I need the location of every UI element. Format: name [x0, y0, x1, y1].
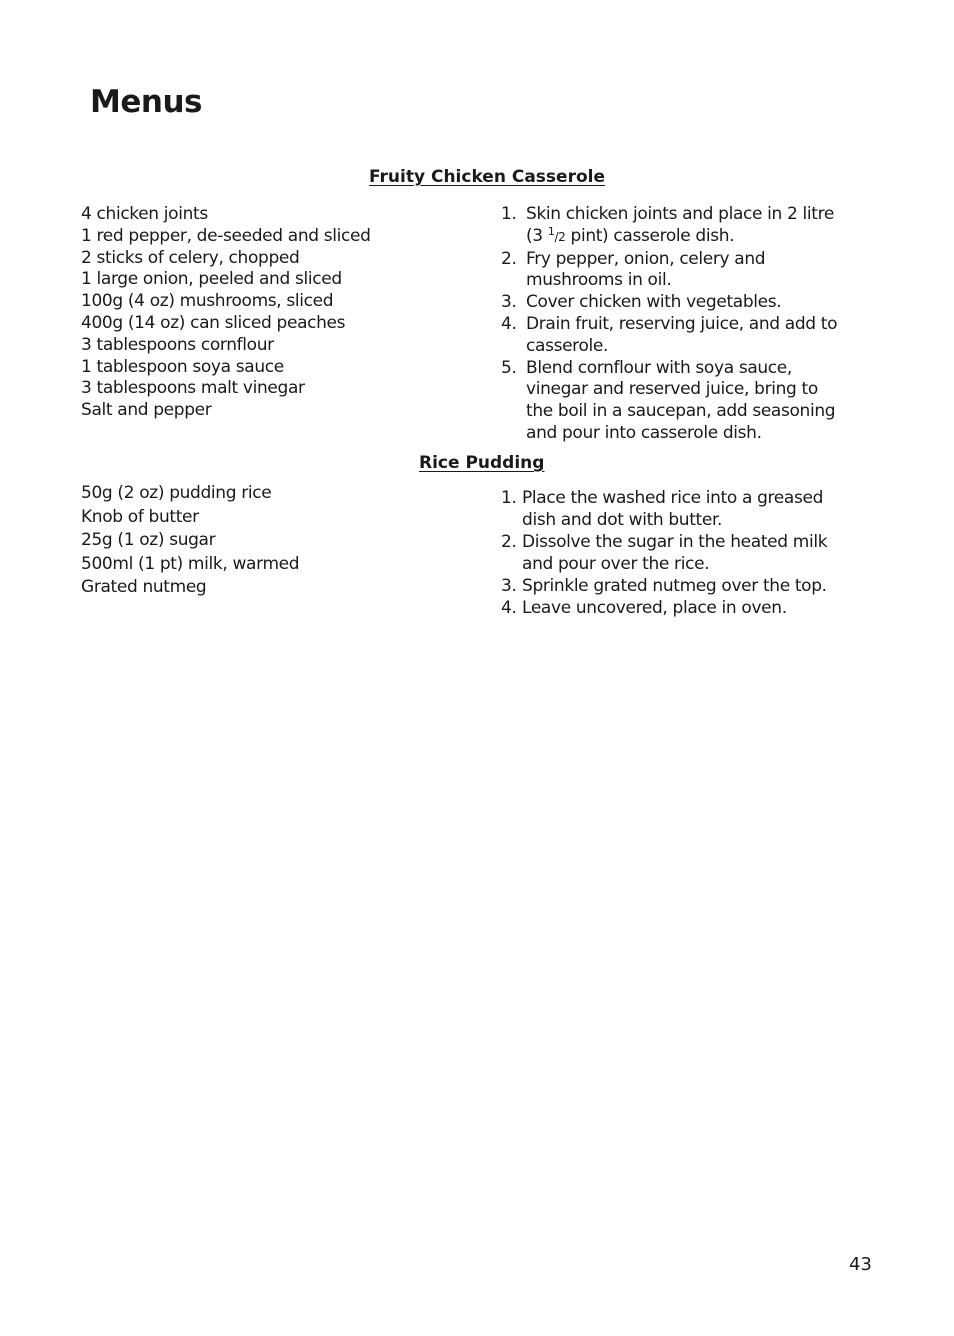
- fraction-denominator: /2: [554, 229, 566, 244]
- step-text: Sprinkle grated nutmeg over the top.: [522, 576, 827, 596]
- step-text: Leave uncovered, place in oven.: [522, 598, 787, 618]
- method-step: [501, 487, 846, 531]
- ingredient-item: 500ml (1 pt) milk, warmed: [81, 553, 300, 574]
- step-text: Blend cornflour with soya sauce, vinegar and reserved juice, bring to the boil in a saucepan, add seasoning and pour into casserole dish.: [526, 357, 836, 443]
- method-step: [501, 531, 846, 575]
- step-text: Skin chicken joints and place in 2 litre (3 $^1$/2 pint) casserole dish.: [526, 204, 834, 246]
- step-text: Dissolve the sugar in the heated milk and pour over the rice.: [522, 532, 828, 574]
- ingredient-item: Grated nutmeg: [81, 577, 207, 597]
- ingredient-item: 4 chicken joints: [81, 204, 208, 224]
- ingredient-item: 3 tablespoons cornflour: [81, 334, 274, 355]
- ingredients-list: [81, 482, 299, 600]
- recipe-title-rice-pudding: Rice Pudding: [419, 453, 545, 473]
- ingredient-item: 1 tablespoon soya sauce: [81, 356, 284, 377]
- method-steps: [501, 487, 846, 619]
- step-text: Cover chicken with vegetables.: [526, 292, 782, 313]
- method-step: [501, 314, 846, 358]
- ingredient-item: 100g (4 oz) mushrooms, sliced: [81, 291, 334, 312]
- ingredient-item: 25g (1 oz) sugar: [81, 530, 216, 550]
- page-number: 43: [849, 1254, 872, 1275]
- ingredient-item: 1 red pepper, de-seeded and sliced: [81, 225, 371, 246]
- step-number: 2.: [501, 532, 517, 552]
- step-number: 5.: [501, 357, 517, 378]
- recipe-title-fruity-chicken-casserole: Fruity Chicken Casserole: [369, 167, 605, 187]
- page-title: Menus: [90, 84, 202, 120]
- method-step: [501, 358, 846, 445]
- ingredient-item: 400g (14 oz) can sliced peaches: [81, 312, 346, 333]
- step-number: 3.: [501, 576, 517, 596]
- method-step: [501, 249, 846, 293]
- method-step: [501, 575, 846, 597]
- ingredient-item: 3 tablespoons malt vinegar: [81, 378, 305, 399]
- ingredient-item: 50g (2 oz) pudding rice: [81, 483, 272, 503]
- ingredients-list: [81, 204, 371, 422]
- ingredient-item: Knob of butter: [81, 506, 199, 527]
- step-text: Fry pepper, onion, celery and mushrooms in oil.: [526, 248, 766, 291]
- step-number: 4.: [501, 313, 517, 334]
- step-text: Drain fruit, reserving juice, and add to casserole.: [526, 313, 838, 356]
- step-text: Place the washed rice into a greased dish and dot with butter.: [522, 488, 824, 530]
- step-number: 2.: [501, 248, 517, 269]
- method-step: [501, 204, 846, 249]
- method-step: [501, 597, 846, 619]
- method-step: [501, 292, 846, 314]
- ingredient-item: 1 large onion, peeled and sliced: [81, 269, 342, 290]
- step-number: 4.: [501, 598, 517, 618]
- step-number: 3.: [501, 292, 517, 313]
- method-steps: [501, 204, 846, 445]
- ingredient-item: 2 sticks of celery, chopped: [81, 247, 300, 268]
- step-number: 1.: [501, 204, 517, 224]
- ingredient-item: Salt and pepper: [81, 400, 212, 421]
- fraction-numerator: 1: [547, 224, 555, 238]
- step-number: 1.: [501, 488, 517, 508]
